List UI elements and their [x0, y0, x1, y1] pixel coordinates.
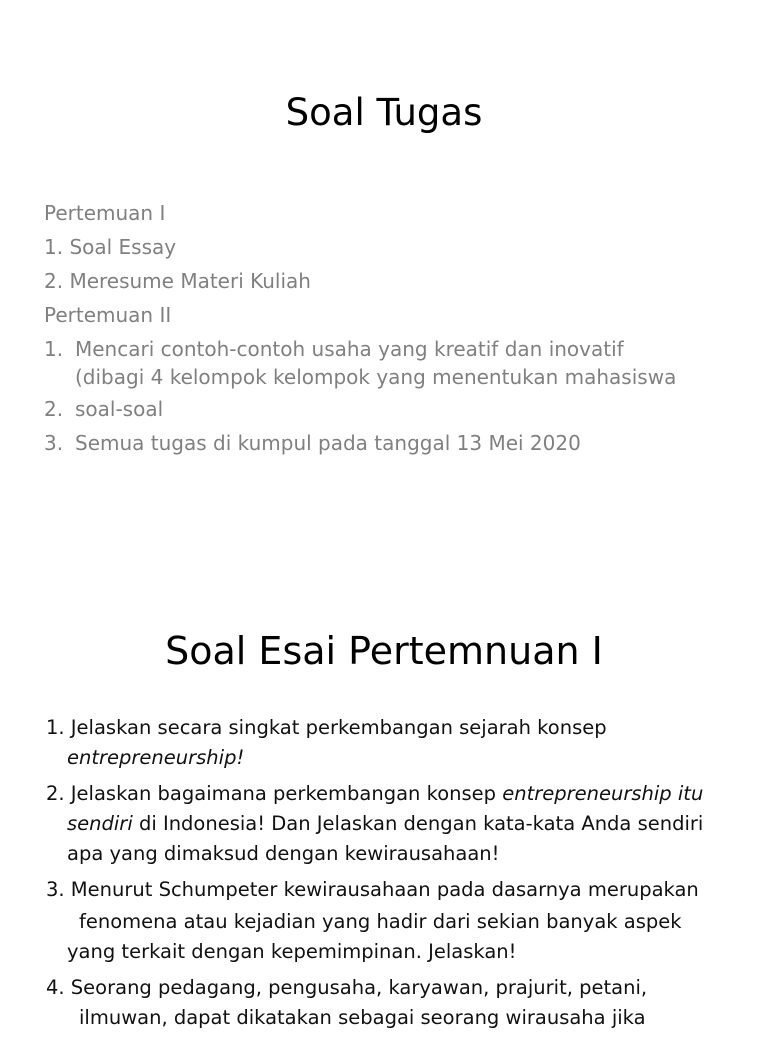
emphasis-text: sendiri: [67, 812, 133, 835]
item-number: 2.: [44, 397, 64, 421]
task-list: [44, 196, 744, 460]
question-line: [46, 809, 746, 839]
list-item: [44, 426, 744, 460]
slide-title: Soal Tugas: [285, 91, 483, 134]
question-list: [46, 713, 746, 1039]
question-text: 2. Jelaskan bagaimana perkembangan konsep: [46, 782, 503, 805]
item-text: Mencari contoh-contoh usaha yang kreatif dan inovatif: [75, 337, 624, 361]
item-subtext: (dibagi 4 kelompok kelompok yang menentukan mahasiswa: [75, 365, 677, 389]
question-item: [46, 713, 746, 773]
list-item: 1. Soal Essay: [44, 235, 177, 259]
question-line: apa yang dimaksud dengan kewirausahaan!: [67, 842, 500, 865]
list-item: 2. Meresume Materi Kuliah: [44, 269, 311, 293]
question-line: 4. Seorang pedagang, pengusaha, karyawan, prajurit, petani,: [46, 976, 648, 999]
item-text: soal-soal: [75, 397, 164, 421]
question-line: 1. Jelaskan secara singkat perkembangan sejarah konsep: [46, 716, 607, 739]
meeting-heading: Pertemuan II: [44, 303, 172, 327]
question-item: [46, 875, 746, 967]
item-text: Semua tugas di kumpul pada tanggal 13 Mei 2020: [75, 431, 581, 455]
emphasis-text: entrepreneurship itu: [502, 782, 704, 805]
emphasis-text: entrepreneurship!: [67, 746, 245, 769]
slide-title: Soal Esai Pertemnuan I: [165, 629, 603, 673]
slide-soal-esai: [0, 560, 768, 1029]
question-item: [46, 973, 746, 1033]
question-line: fenomena atau kejadian yang hadir dari sekian banyak aspek: [79, 910, 682, 933]
item-number: 1.: [44, 337, 64, 361]
question-item: [46, 779, 746, 869]
question-text: di Indonesia! Dan Jelaskan dengan kata-kata Anda sendiri: [132, 812, 704, 835]
question-line: 3. Menurut Schumpeter kewirausahaan pada dasarnya merupakan: [46, 878, 699, 901]
question-line: [46, 779, 746, 809]
question-line: [46, 743, 746, 773]
list-item: [44, 392, 744, 426]
question-line: yang terkait dengan kepemimpinan. Jelaskan!: [67, 940, 517, 963]
meeting-heading: Pertemuan I: [44, 201, 166, 225]
question-line: ilmuwan, dapat dikatakan sebagai seorang wirausaha jika: [79, 1006, 646, 1029]
item-number: 3.: [44, 431, 64, 455]
list-item: [44, 332, 744, 366]
